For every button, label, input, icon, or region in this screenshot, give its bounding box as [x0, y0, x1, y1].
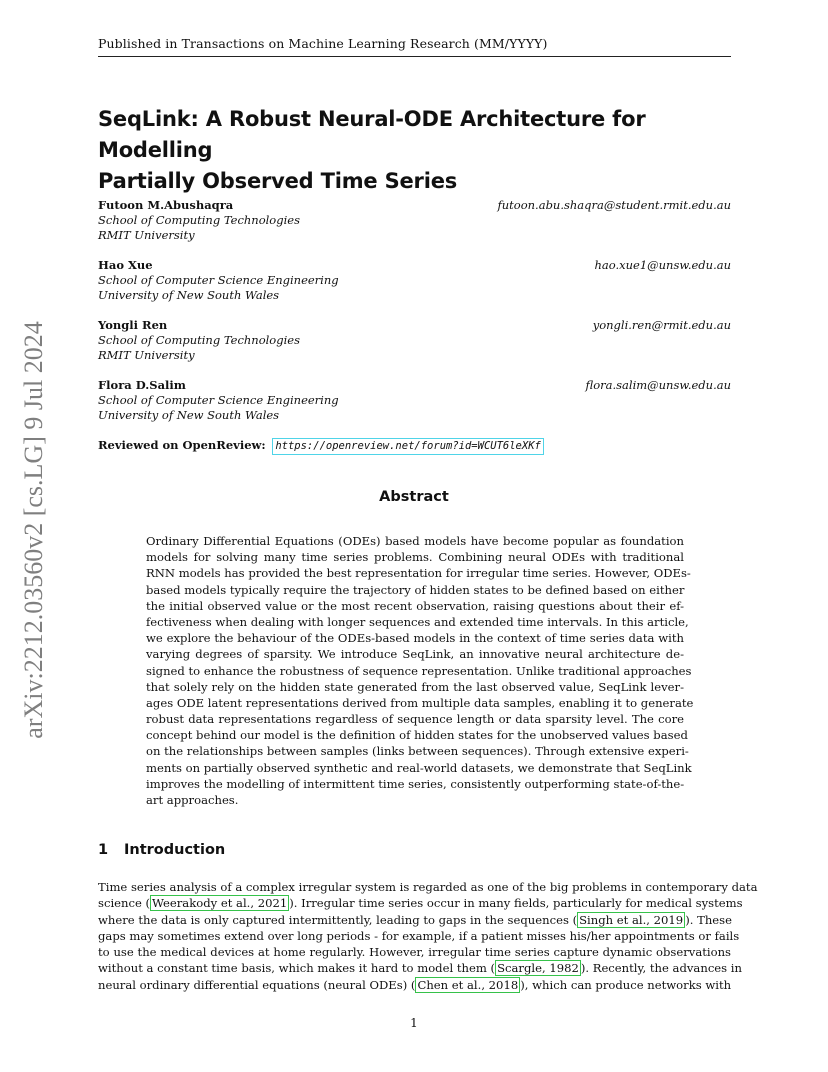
body-text-run: ), which can produce networks with [520, 977, 732, 992]
author-name: Futoon M.Abushaqra [98, 198, 234, 212]
body-line [98, 977, 731, 993]
body-line [98, 960, 742, 976]
title-line-2: Partially Observed Time Series [98, 169, 458, 193]
paper-title [98, 104, 738, 197]
author-affiliation: School of Computer Science Engineering [98, 273, 339, 287]
author-block [98, 258, 731, 303]
citation-link[interactable]: Chen et al., 2018 [417, 977, 519, 992]
abstract-line: robust data representations regardless of sequence length or data sparsity level. The core [146, 712, 684, 727]
author-institution: University of New South Wales [98, 288, 280, 302]
abstract-line: the initial observed value or the most recent observation, raising questions about their ef- [146, 598, 684, 613]
abstract-line: we explore the behaviour of the ODEs-based models in the context of time series data with [146, 631, 684, 646]
body-text-run: science ( [98, 896, 151, 911]
body-line: to use the medical devices at home regularly. However, irregular time series capture dynamic observations [98, 945, 731, 960]
abstract-line: ments on partially observed synthetic and real-world datasets, we demonstrate that SeqLink [146, 760, 692, 775]
abstract-line: based models typically require the trajectory of hidden states to be defined based on either [146, 582, 685, 597]
abstract-line: signed to enhance the robustness of sequence representation. Unlike traditional approaches [146, 663, 692, 678]
abstract-line: improves the modelling of intermittent time series, consistently outperforming state-of-the- [146, 776, 685, 791]
author-affiliation: School of Computing Technologies [98, 333, 300, 347]
abstract-line: models for solving many time series problems. Combining neural ODEs with traditional [146, 550, 684, 565]
author-name: Yongli Ren [98, 318, 168, 332]
author-email[interactable]: futoon.abu.shaqra@student.rmit.edu.au [497, 198, 731, 212]
abstract-line: concept behind our model is the definition of hidden states for the unobserved values based [146, 728, 688, 743]
citation-link[interactable]: Singh et al., 2019 [579, 912, 684, 927]
body-text-run: where the data is only captured intermittently, leading to gaps in the sequences ( [98, 912, 578, 927]
openreview-link[interactable]: https://openreview.net/forum?id=WCUT6leXKf [272, 438, 544, 455]
section-heading-introduction [98, 842, 225, 858]
page-number: 1 [410, 1016, 418, 1030]
body-text-run: ). Irregular time series occur in many fields, particularly for medical systems [289, 896, 743, 911]
abstract-line: that solely rely on the hidden state generated from the last observed value, SeqLink lever- [146, 679, 684, 694]
author-affiliation: School of Computing Technologies [98, 213, 300, 227]
openreview-line [98, 438, 544, 455]
arxiv-stamp: arXiv:2212.03560v2 [cs.LG] 9 Jul 2024 [19, 321, 48, 739]
title-line-1: SeqLink: A Robust Neural-ODE Architecture for Modelling [98, 107, 646, 162]
body-line [98, 895, 743, 911]
section-number: 1 [98, 842, 109, 858]
abstract-line: art approaches. [146, 793, 239, 807]
author-name: Flora D.Salim [98, 378, 186, 392]
author-name: Hao Xue [98, 258, 153, 272]
abstract-line: fectiveness when dealing with longer sequences and extended time intervals. In this article, [146, 614, 689, 629]
author-affiliation: School of Computer Science Engineering [98, 393, 339, 407]
author-institution: RMIT University [98, 228, 195, 242]
author-email[interactable]: flora.salim@unsw.edu.au [585, 378, 731, 392]
abstract-line: Ordinary Differential Equations (ODEs) based models have become popular as foundation [146, 534, 684, 548]
author-block [98, 318, 731, 363]
body-text-run: neural ordinary differential equations (neural ODEs) ( [98, 977, 416, 992]
body-text-run: ). Recently, the advances in [580, 961, 742, 976]
citation-link[interactable]: Weerakody et al., 2021 [152, 896, 288, 911]
body-line: Time series analysis of a complex irregular system is regarded as one of the big problems in contemporary data [98, 880, 758, 894]
body-text-run: without a constant time basis, which makes it hard to model them ( [98, 961, 496, 976]
author-block [98, 198, 731, 243]
body-line [98, 912, 731, 928]
abstract-heading: Abstract [379, 489, 449, 505]
author-institution: University of New South Wales [98, 408, 280, 422]
author-email[interactable]: yongli.ren@rmit.edu.au [592, 318, 731, 332]
author-block [98, 378, 731, 423]
section-title: Introduction [124, 842, 226, 858]
openreview-label: Reviewed on OpenReview: [98, 438, 266, 452]
abstract-line: varying degrees of sparsity. We introduce SeqLink, an innovative neural architecture de- [146, 647, 684, 662]
running-header: Published in Transactions on Machine Learning Research (MM/YYYY) [98, 36, 731, 57]
author-institution: RMIT University [98, 348, 195, 362]
abstract-line: on the relationships between samples (links between sequences). Through extensive experi- [146, 744, 689, 759]
author-email[interactable]: hao.xue1@unsw.edu.au [594, 258, 731, 272]
introduction-body [98, 879, 758, 993]
abstract-line: ages ODE latent representations derived from multiple data samples, enabling it to generate [146, 695, 694, 710]
body-line: gaps may sometimes extend over long periods - for example, if a patient misses his/her appointments or fails [98, 928, 740, 943]
body-text-run: ). These [685, 912, 732, 927]
citation-link[interactable]: Scargle, 1982 [497, 961, 579, 976]
abstract-body [146, 533, 694, 808]
abstract-line: RNN models has provided the best representation for irregular time series. However, ODEs- [146, 566, 691, 581]
